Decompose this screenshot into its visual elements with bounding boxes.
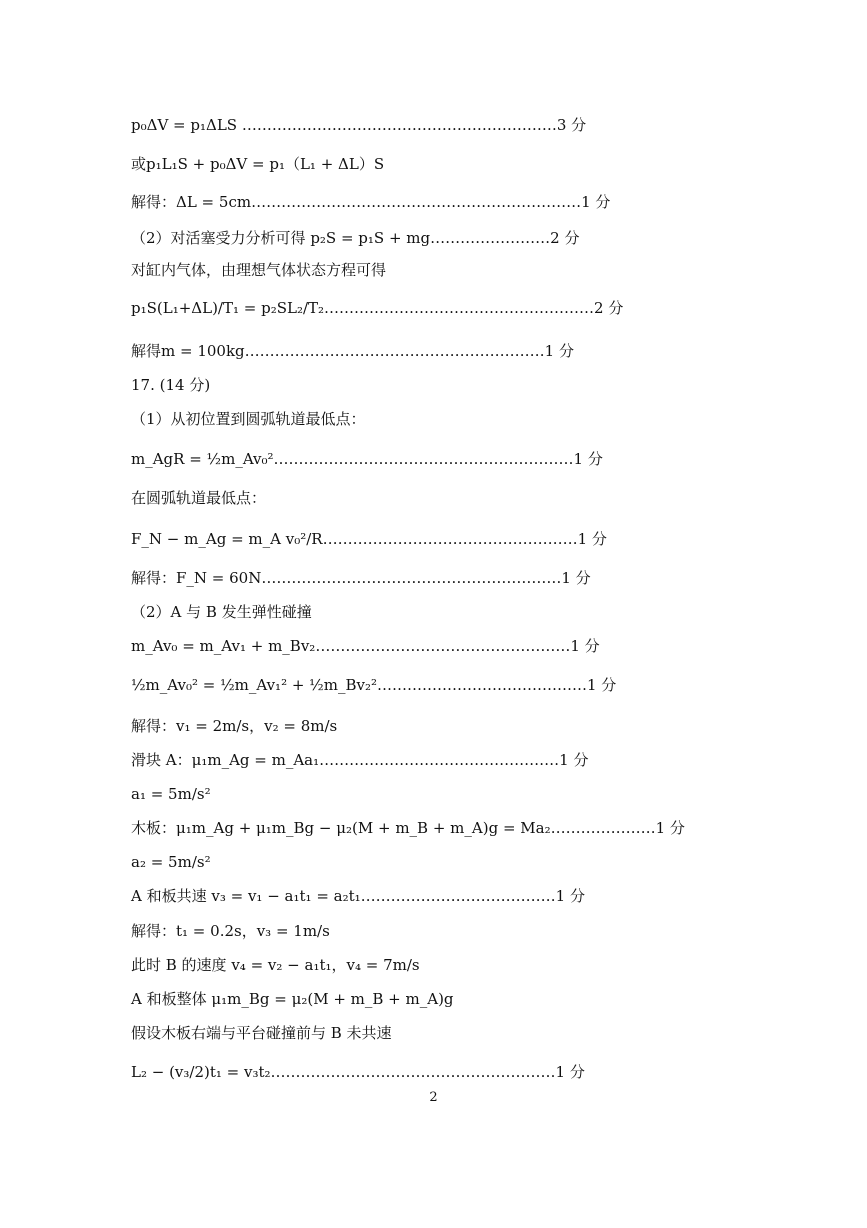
solution-line: 解得：ΔL = 5cm…………………………………………………………1 分 (131, 193, 611, 211)
solution-line: （2）A 与 B 发生弹性碰撞 (131, 603, 312, 621)
page-number: 2 (429, 1090, 438, 1105)
solution-line: ½m_Av₀² = ½m_Av₁² + ½m_Bv₂²……………………………………1 分 (131, 676, 617, 694)
solution-line: 解得m = 100kg……………………………………………………1 分 (131, 342, 574, 360)
solution-line: p₀ΔV = p₁ΔLS ………………………………………………………3 分 (131, 116, 587, 134)
solution-line: 在圆弧轨道最低点： (131, 489, 267, 507)
solution-line: p₁S(L₁+ΔL)/T₁ = p₂SL₂/T₂………………………………………………2 分 (131, 299, 624, 317)
solution-line: 解得：v₁ = 2m/s，v₂ = 8m/s (131, 717, 338, 735)
solution-line: （2）对活塞受力分析可得 p₂S = p₁S + mg……………………2 分 (131, 229, 580, 247)
solution-line: a₁ = 5m/s² (131, 785, 211, 803)
solution-line: 假设木板右端与平台碰撞前与 B 未共速 (131, 1024, 392, 1042)
solution-line: A 和板整体 μ₁m_Bg = μ₂(M + m_B + m_A)g (131, 990, 454, 1008)
solution-line: 滑块 A：μ₁m_Ag = m_Aa₁…………………………………………1 分 (131, 751, 589, 769)
solution-line: （1）从初位置到圆弧轨道最低点： (131, 410, 366, 428)
solution-line: F_N − m_Ag = m_A v₀²/R……………………………………………1 分 (131, 530, 607, 548)
solution-line: 解得：F_N = 60N……………………………………………………1 分 (131, 569, 591, 587)
solution-line: 解得：t₁ = 0.2s，v₃ = 1m/s (131, 922, 330, 940)
solution-line: 或p₁L₁S + p₀ΔV = p₁（L₁ + ΔL）S (131, 155, 385, 173)
solution-line: L₂ − (v₃/2)t₁ = v₃t₂…………………………………………………1 分 (131, 1063, 585, 1081)
solution-line: A 和板共速 v₃ = v₁ − a₁t₁ = a₂t₁…………………………………1 分 (131, 887, 585, 905)
solution-line: 木板：μ₁m_Ag + μ₁m_Bg − μ₂(M + m_B + m_A)g = Ma₂…………………1 分 (131, 819, 685, 837)
solution-line: m_AgR = ½m_Av₀²……………………………………………………1 分 (131, 450, 603, 468)
solution-line: 对缸内气体，由理想气体状态方程可得 (131, 261, 387, 279)
solution-line: a₂ = 5m/s² (131, 853, 211, 871)
solution-line: 此时 B 的速度 v₄ = v₂ − a₁t₁，v₄ = 7m/s (131, 956, 420, 974)
solution-line: 17. (14 分) (131, 376, 211, 394)
solution-line: m_Av₀ = m_Av₁ + m_Bv₂……………………………………………1 分 (131, 637, 600, 655)
